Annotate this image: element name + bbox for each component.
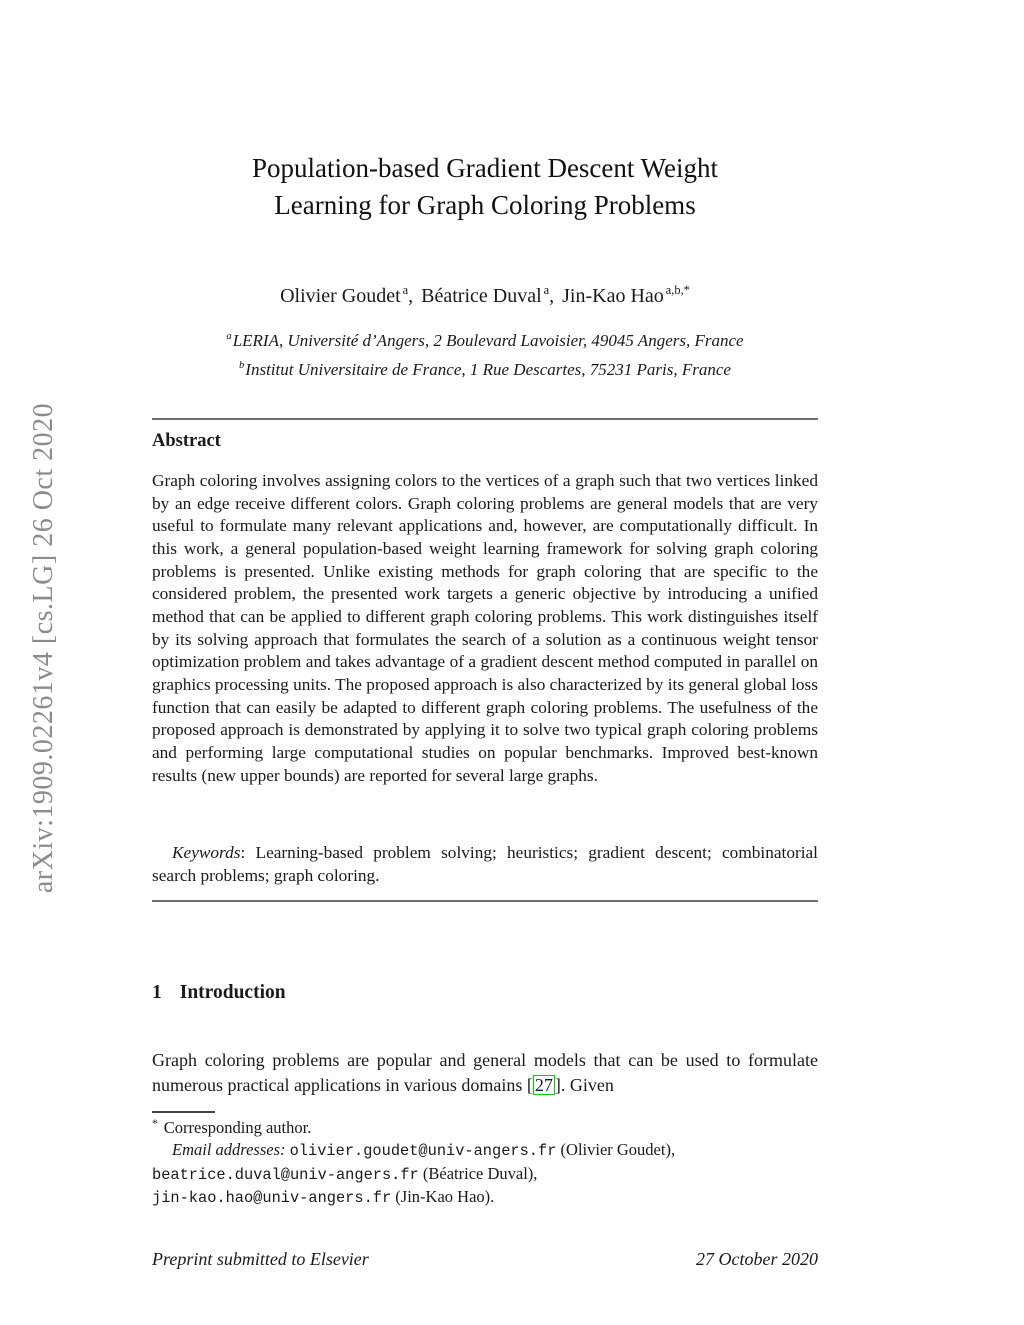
email-owner-name: (Olivier Goudet), — [556, 1140, 676, 1160]
abstract-rule-bottom — [152, 900, 818, 902]
footnote-corresponding-text: Corresponding author. — [163, 1118, 312, 1137]
paper-title-line2: Learning for Graph Coloring Problems — [274, 190, 696, 220]
email-address: olivier.goudet@univ-angers.fr — [289, 1142, 557, 1161]
author-separator: , — [549, 285, 555, 307]
footer-date: 27 October 2020 — [696, 1249, 818, 1269]
keywords-text: : Learning-based problem solving; heuristics; gradient descent; combinatorial search problems; graph coloring. — [152, 843, 818, 885]
arxiv-watermark: arXiv:1909.02261v4 [cs.LG] 26 Oct 2020 — [28, 402, 59, 894]
affiliations-block — [152, 326, 818, 384]
email-address: beatrice.duval@univ-angers.fr — [152, 1165, 419, 1184]
author-superscript: a,b,* — [665, 283, 690, 298]
section-heading — [152, 982, 818, 1004]
intro-paragraph — [152, 1048, 818, 1097]
email-address: jin-kao.hao@univ-angers.fr — [152, 1189, 392, 1208]
email-owner-name: (Béatrice Duval), — [418, 1163, 538, 1183]
section-number: 1 — [152, 982, 162, 1003]
abstract-heading: Abstract — [152, 431, 221, 451]
section-title: Introduction — [179, 982, 286, 1003]
footnote-corresponding-author — [152, 1117, 818, 1139]
author-superscript: a — [543, 283, 550, 298]
email-addresses-label: Email addresses: — [172, 1140, 286, 1160]
intro-text-after-citation: ]. Given — [554, 1074, 614, 1095]
intro-text-before-citation: Graph coloring problems are popular and general models that can be used to formulate numerous practical applications in various domains [ — [152, 1050, 818, 1095]
asterisk-footnote-marker: * — [152, 1117, 158, 1130]
author-separator: , — [408, 285, 414, 307]
affiliation-line — [152, 355, 818, 384]
author-superscript: a — [402, 283, 409, 298]
citation-link-27[interactable]: 27 — [534, 1074, 553, 1095]
authors-line — [152, 285, 818, 308]
footnote-email-line — [152, 1163, 818, 1186]
keywords-label: Keywords — [172, 843, 241, 862]
affiliation-text: Institut Universitaire de France, 1 Rue Descartes, 75231 Paris, France — [245, 360, 731, 379]
email-owner-name: (Jin-Kao Hao). — [391, 1187, 495, 1207]
footnotes-block — [152, 1117, 818, 1210]
paper-title — [152, 150, 818, 224]
affiliation-marker: b — [239, 360, 245, 372]
affiliation-line — [152, 326, 818, 355]
paper-title-line1: Population-based Gradient Descent Weight — [252, 153, 718, 183]
footer-preprint-note: Preprint submitted to Elsevier — [152, 1249, 369, 1269]
footnote-email-line — [152, 1139, 818, 1162]
affiliation-text: LERIA, Université d’Angers, 2 Boulevard Lavoisier, 49045 Angers, France — [232, 331, 744, 350]
page-footer — [152, 1249, 818, 1270]
footnote-email-line — [152, 1186, 818, 1209]
author-name: Béatrice Duval — [421, 285, 542, 307]
keywords-line — [152, 842, 818, 887]
author-name: Jin-Kao Hao — [562, 285, 664, 307]
footnote-rule — [152, 1111, 215, 1113]
abstract-rule-top — [152, 418, 818, 420]
abstract-body: Graph coloring involves assigning colors to the vertices of a graph such that two vertices linked by an edge receive different colors. Graph coloring problems are general models that are very useful to formulate many relevant applications and, however, are computationally difficult. In this work, a general population-based weight learning framework for solving graph coloring problems is presented. Unlike existing methods for graph coloring that are specific to the considered problem, the presented work targets a generic objective by introducing a unified method that can be applied to different graph coloring problems. This work distinguishes itself by its solving approach that formulates the search of a solution as a continuous weight tensor optimization problem and takes advantage of a gradient descent method computed in parallel on graphics processing units. The proposed approach is also characterized by its general global loss function that can easily be adapted to different graph coloring problems. The usefulness of the proposed approach is demonstrated by applying it to solve two typical graph coloring problems and performing large computational studies on popular benchmarks. Improved best-known results (new upper bounds) are reported for several large graphs. — [152, 471, 818, 785]
affiliation-marker: a — [226, 331, 232, 343]
author-name: Olivier Goudet — [280, 285, 401, 307]
